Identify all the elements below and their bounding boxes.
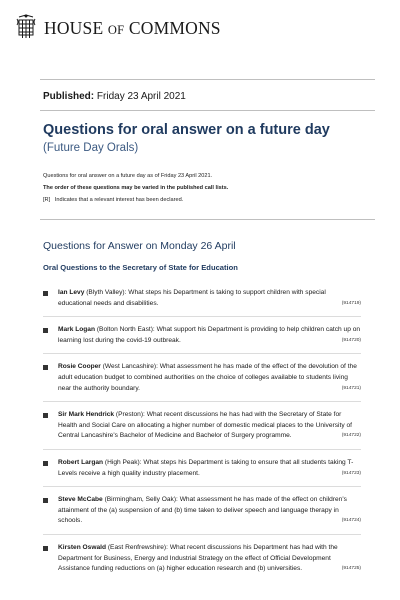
question-item bbox=[43, 280, 361, 317]
sub-heading: Oral Questions to the Secretary of State for Education bbox=[43, 263, 238, 272]
intro-line-2: The order of these questions may be varied in the published call lists. bbox=[43, 185, 229, 191]
question-item bbox=[43, 317, 361, 354]
question-item bbox=[43, 402, 361, 450]
published-line bbox=[43, 91, 186, 102]
question-body bbox=[58, 495, 361, 527]
member-name: Sir Mark Hendrick bbox=[58, 411, 115, 419]
member-name: Robert Largan bbox=[58, 458, 104, 466]
question-ref: (914719) bbox=[341, 300, 361, 306]
question-ref: (914720) bbox=[341, 337, 361, 343]
question-item bbox=[43, 535, 361, 582]
question-ref: (914722) bbox=[341, 433, 361, 439]
constituency: (High Peak): bbox=[104, 458, 142, 466]
question-ref: (914721) bbox=[341, 385, 361, 391]
question-list bbox=[43, 280, 361, 582]
divider-top bbox=[40, 79, 375, 80]
question-body bbox=[58, 458, 361, 479]
member-name: Rosie Cooper bbox=[58, 363, 101, 371]
question-body bbox=[58, 325, 361, 346]
bullet-icon bbox=[43, 291, 48, 296]
intro-line-3 bbox=[43, 194, 228, 206]
constituency: (West Lancashire): bbox=[102, 363, 158, 371]
question-text: What assessment he has made of the effect on children's attainment of the (a) suspension of and (b) time taken to deliver speech and language therapy in schools. bbox=[58, 496, 347, 525]
bullet-icon bbox=[43, 461, 48, 466]
constituency: (Preston): bbox=[115, 411, 145, 419]
question-text: What assessment he has made of the effect of the devolution of the adult education budget to combined authorities on the choice of colleges available to students living near the authority boundary. bbox=[58, 363, 357, 392]
published-date: Friday 23 April 2021 bbox=[96, 91, 186, 102]
page-title: Questions for oral answer on a future day bbox=[43, 122, 330, 138]
question-text: What support his Department is providing to help children catch up on learning lost during the covid-19 outbreak. bbox=[58, 326, 361, 344]
member-name: Ian Levy bbox=[58, 289, 85, 296]
question-item bbox=[43, 354, 361, 402]
house-name-of: OF bbox=[107, 22, 125, 37]
question-item bbox=[43, 487, 361, 535]
question-body bbox=[58, 543, 361, 575]
interest-tag: [R] bbox=[43, 197, 51, 203]
page-header bbox=[16, 14, 221, 42]
constituency: (Bolton North East): bbox=[96, 326, 155, 334]
interest-text: Indicates that a relevant interest has been declared. bbox=[54, 197, 184, 203]
member-name: Mark Logan bbox=[58, 326, 96, 334]
page-subtitle: (Future Day Orals) bbox=[43, 142, 139, 154]
constituency: (East Renfrewshire): bbox=[107, 543, 168, 551]
member-name: Steve McCabe bbox=[58, 496, 103, 504]
bullet-icon bbox=[43, 498, 48, 503]
bullet-icon bbox=[43, 413, 48, 418]
question-body bbox=[58, 288, 361, 309]
intro-block bbox=[43, 170, 228, 206]
divider-published bbox=[40, 110, 375, 111]
section-heading: Questions for Answer on Monday 26 April bbox=[43, 240, 236, 252]
question-ref: (914724) bbox=[341, 518, 361, 524]
house-name-main: HOUSE bbox=[44, 17, 108, 38]
bullet-icon bbox=[43, 546, 48, 551]
house-name-end: COMMONS bbox=[124, 17, 221, 38]
question-body bbox=[58, 362, 361, 394]
question-text: What recent discussions his Department has had with the Department for Business, Energy and Industrial Strategy on the effect of Official Development Assistance funding reductions on (a) higher education research and (b) universities. bbox=[58, 543, 338, 573]
question-body bbox=[58, 410, 361, 442]
question-text: What steps his Department is taking to ensure that all students taking T-Levels receive a high quality industry placement. bbox=[58, 458, 354, 477]
question-ref: (914725) bbox=[341, 566, 361, 572]
divider-intro bbox=[40, 219, 375, 220]
question-ref: (914723) bbox=[341, 470, 361, 476]
intro-line-1: Questions for oral answer on a future day as of Friday 23 April 2021. bbox=[43, 173, 213, 179]
bullet-icon bbox=[43, 365, 48, 370]
constituency: (Birmingham, Selly Oak): bbox=[104, 496, 178, 504]
bullet-icon bbox=[43, 328, 48, 333]
house-name bbox=[44, 18, 221, 39]
member-name: Kirsten Oswald bbox=[58, 543, 107, 551]
question-text: What steps his Department is taking to support children with special educational needs and disabilities. bbox=[58, 289, 326, 307]
portcullis-logo-icon bbox=[16, 14, 36, 42]
published-label: Published: bbox=[43, 91, 95, 102]
question-item bbox=[43, 450, 361, 487]
question-text: What recent discussions he has had with the Secretary of State for Health and Social Care on allocating a higher number of domestic medical places to the University of Central Lancashire's Bachelor of Medicine and Bachelor of Surgery programme. bbox=[58, 411, 352, 440]
constituency: (Blyth Valley): bbox=[86, 289, 127, 296]
